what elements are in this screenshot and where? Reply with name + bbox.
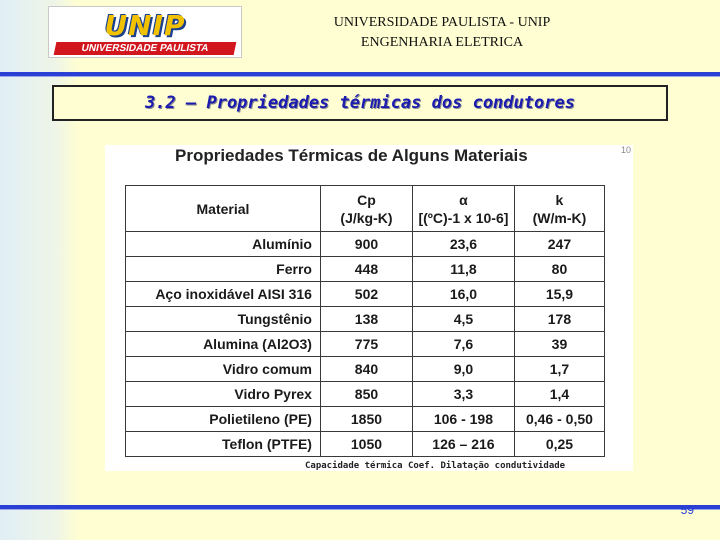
cell-k: 0,46 - 0,50 (514, 407, 604, 432)
cell-material: Vidro comum (126, 357, 321, 382)
cell-alpha: 106 - 198 (412, 407, 514, 432)
logo-text: UNIP (104, 8, 186, 42)
section-title-box (52, 85, 668, 121)
header-alpha-label: α (459, 191, 468, 208)
cell-k: 178 (514, 307, 604, 332)
header-title-line2: ENGENHARIA ELETRICA (360, 35, 524, 50)
table-row (126, 332, 605, 357)
unip-logo (48, 6, 242, 58)
cell-k: 15,9 (514, 282, 604, 307)
header-alpha-unit: [(ºC)-1 x 10-6] (418, 209, 509, 226)
logo-subtext: UNIVERSIDADE PAULISTA (54, 42, 237, 55)
cell-material: Vidro Pyrex (126, 382, 321, 407)
logo-wordmark (53, 10, 237, 40)
figure-caption: Capacidade térmica Coef. Dilatação condutividade (305, 461, 566, 471)
bottom-divider-shadow (0, 509, 720, 510)
header-material (126, 186, 321, 232)
cell-material: Alumina (Al2O3) (126, 332, 321, 357)
table-row (126, 382, 605, 407)
cell-k: 247 (514, 232, 604, 257)
cell-alpha: 7,6 (412, 332, 514, 357)
cell-alpha: 4,5 (412, 307, 514, 332)
header-k-unit: (W/m-K) (532, 209, 587, 226)
cell-k: 1,7 (514, 357, 604, 382)
header-cp-label: Cp (357, 191, 376, 208)
header-k-label: k (555, 191, 564, 208)
section-title: 3.2 – Propriedades térmicas dos condutores (145, 93, 575, 113)
top-divider-shadow (0, 76, 720, 77)
header-cp-unit: (J/kg-K) (340, 209, 393, 226)
cell-k: 0,25 (514, 432, 604, 457)
figure-title: Propriedades Térmicas de Alguns Materiais (175, 146, 528, 165)
cell-cp: 1050 (320, 432, 412, 457)
cell-material: Polietileno (PE) (126, 407, 321, 432)
cell-k: 1,4 (514, 382, 604, 407)
cell-material: Ferro (126, 257, 321, 282)
cell-k: 80 (514, 257, 604, 282)
cell-cp: 138 (320, 307, 412, 332)
page-number: 59 (680, 503, 694, 517)
header-title (260, 13, 624, 53)
table-header-row (126, 186, 605, 232)
cell-cp: 1850 (320, 407, 412, 432)
properties-table (125, 185, 605, 457)
table-row (126, 307, 605, 332)
cell-alpha: 9,0 (412, 357, 514, 382)
decorative-left-band (0, 0, 78, 540)
cell-cp: 900 (320, 232, 412, 257)
cell-cp: 502 (320, 282, 412, 307)
cell-cp: 775 (320, 332, 412, 357)
table-row (126, 232, 605, 257)
cell-material: Aço inoxidável AISI 316 (126, 282, 321, 307)
thermal-properties-figure (105, 145, 633, 471)
cell-alpha: 3,3 (412, 382, 514, 407)
cell-material: Teflon (PTFE) (126, 432, 321, 457)
cell-material: Tungstênio (126, 307, 321, 332)
cell-alpha: 11,8 (412, 257, 514, 282)
header-alpha (412, 186, 514, 232)
table-row (126, 282, 605, 307)
table-row (126, 357, 605, 382)
header-title-line1: UNIVERSIDADE PAULISTA - UNIP (333, 15, 551, 30)
table-row (126, 432, 605, 457)
header-material-label: Material (196, 200, 250, 217)
figure-reference-mark: 10 (620, 145, 631, 155)
cell-alpha: 16,0 (412, 282, 514, 307)
cell-cp: 840 (320, 357, 412, 382)
header-cp (320, 186, 412, 232)
table-row (126, 407, 605, 432)
cell-k: 39 (514, 332, 604, 357)
header-k (514, 186, 604, 232)
cell-cp: 448 (320, 257, 412, 282)
cell-cp: 850 (320, 382, 412, 407)
cell-material: Alumínio (126, 232, 321, 257)
cell-alpha: 23,6 (412, 232, 514, 257)
cell-alpha: 126 – 216 (412, 432, 514, 457)
table-row (126, 257, 605, 282)
